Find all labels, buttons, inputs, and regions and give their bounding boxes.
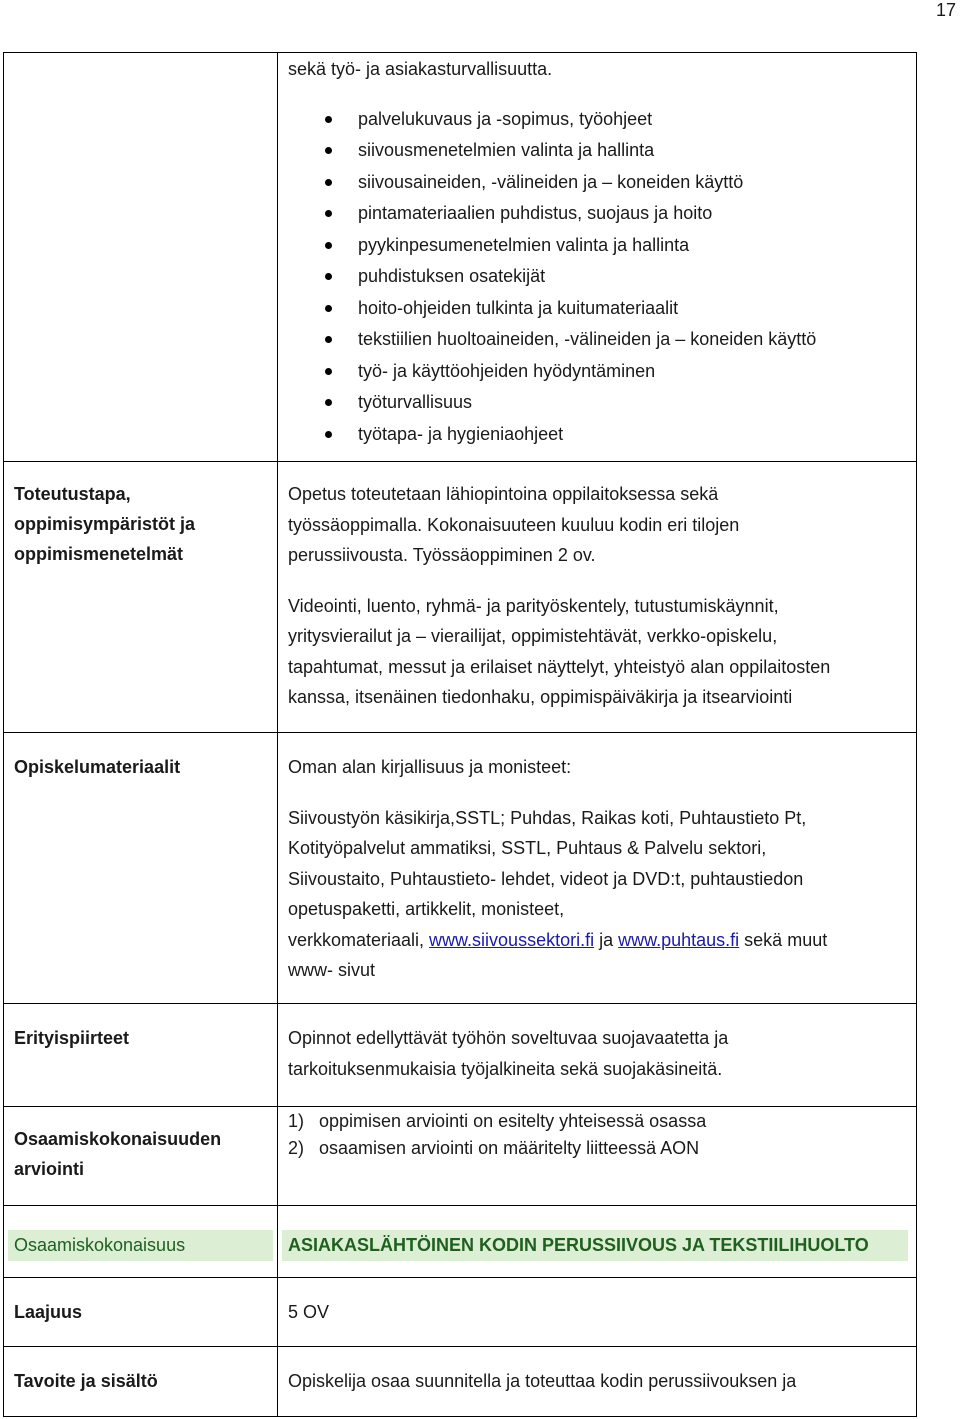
curriculum-table-top <box>3 52 917 1206</box>
siivoussektori-link[interactable]: www.siivoussektori.fi <box>429 929 595 950</box>
label-erityis: Erityispiirteet <box>14 1028 130 1048</box>
label-cell-materiaalit <box>4 733 278 1004</box>
content-cell <box>278 53 917 462</box>
label-toteutus-3: oppimismenetelmät <box>14 544 184 564</box>
value-cell-erityis <box>278 1004 917 1107</box>
table-row-toteutus <box>4 462 917 733</box>
label-kokonaisuus: Osaamiskokonaisuus <box>14 1235 186 1255</box>
materiaalit-line: Kotityöpalvelut ammatiksi, SSTL, Puhtaus & Palvelu sektori, <box>288 838 767 858</box>
label-cell-tavoite <box>4 1347 278 1417</box>
label-cell-laajuus <box>4 1278 278 1347</box>
list-item: 2) osaamisen arviointi on määritelty liitteessä AON <box>288 1138 700 1158</box>
label-cell-erityis <box>4 1004 278 1107</box>
toteutus-line: työssäoppimalla. Kokonaisuuteen kuuluu kodin eri tilojen <box>288 514 740 535</box>
value-cell-laajuus <box>278 1278 917 1347</box>
links-prefix: verkkomateriaali, <box>288 929 430 950</box>
list-item: pyykinpesumenetelmien valinta ja hallinta <box>288 230 906 262</box>
toteutus-line: Opetus toteutetaan lähiopintoina oppilaitoksessa sekä <box>288 484 719 504</box>
kokonaisuus-label-band <box>8 1230 273 1261</box>
links-mid: ja <box>594 929 619 950</box>
label-arviointi-1: Osaamiskokonaisuuden <box>14 1129 222 1149</box>
toteutus-line: tapahtumat, messut ja erilaiset näyttelyt, yhteistyö alan oppilaitosten <box>288 656 831 677</box>
list-item: hoito-ohjeiden tulkinta ja kuitumateriaalit <box>288 293 906 325</box>
erityis-line: Opinnot edellyttävät työhön soveltuvaa suojavaatetta ja <box>288 1028 729 1048</box>
list-item: työ- ja käyttöohjeiden hyödyntäminen <box>288 356 906 388</box>
kokonaisuus-value-band <box>282 1230 908 1261</box>
toteutus-line: perussiivousta. Työssäoppiminen 2 ov. <box>288 545 596 565</box>
tavoite-value: Opiskelija osaa suunnitella ja toteuttaa kodin perussiivouksen ja <box>288 1371 797 1391</box>
page-number: 17 <box>935 0 956 20</box>
table-row-content <box>4 53 917 462</box>
materiaalit-line: opetuspaketti, artikkelit, monisteet, <box>288 899 565 919</box>
materiaalit-heading: Oman alan kirjallisuus ja monisteet: <box>288 757 572 777</box>
list-item: 1) oppimisen arviointi on esitelty yhteisessä osassa <box>288 1111 707 1131</box>
list-item: puhdistuksen osatekijät <box>288 261 906 293</box>
list-item: työturvallisuus <box>288 387 906 419</box>
kokonaisuus-value: ASIAKASLÄHTÖINEN KODIN PERUSSIIVOUS JA TEKSTIILIHUOLTO <box>288 1235 869 1255</box>
table-row-erityis <box>4 1004 917 1107</box>
label-laajuus: Laajuus <box>14 1302 83 1322</box>
table-row-materiaalit <box>4 733 917 1004</box>
list-item: pintamateriaalien puhdistus, suojaus ja hoito <box>288 198 906 230</box>
intro-text: sekä työ- ja asiakasturvallisuutta. <box>288 59 553 79</box>
materiaalit-line: Siivoustaito, Puhtaustieto- lehdet, videot ja DVD:t, puhtaustiedon <box>288 868 804 889</box>
table-row-kokonaisuus <box>4 1206 917 1278</box>
erityis-line: tarkoituksenmukaisia työjalkineita sekä suojakäsineitä. <box>288 1058 723 1079</box>
label-arviointi-2: arviointi <box>14 1159 85 1179</box>
empty-label-cell <box>4 53 278 462</box>
value-cell-toteutus <box>278 462 917 733</box>
label-cell-arviointi <box>4 1107 278 1206</box>
arviointi-list <box>288 1108 906 1162</box>
value-cell-materiaalit <box>278 733 917 1004</box>
table-row-tavoite <box>4 1347 917 1417</box>
label-toteutus-2: oppimisympäristöt ja <box>14 514 196 534</box>
links-suffix: sekä muut <box>739 929 828 950</box>
list-item: työtapa- ja hygieniaohjeet <box>288 419 906 451</box>
table-row-laajuus <box>4 1278 917 1347</box>
list-item: siivousaineiden, -välineiden ja – koneiden käyttö <box>288 167 906 199</box>
label-materiaalit: Opiskelumateriaalit <box>14 757 181 777</box>
puhtaus-link[interactable]: www.puhtaus.fi <box>618 929 740 950</box>
materiaalit-line: Siivoustyön käsikirja,SSTL; Puhdas, Raikas koti, Puhtaustieto Pt, <box>288 807 807 828</box>
value-cell-tavoite <box>278 1347 917 1417</box>
materiaalit-line: www- sivut <box>288 960 376 980</box>
label-cell-toteutus <box>4 462 278 733</box>
list-item: tekstiilien huoltoaineiden, -välineiden ja – koneiden käyttö <box>288 324 906 356</box>
toteutus-line: kanssa, itsenäinen tiedonhaku, oppimispäiväkirja ja itsearviointi <box>288 687 793 707</box>
table-row-arviointi <box>4 1107 917 1206</box>
list-item: palvelukuvaus ja -sopimus, työohjeet <box>288 104 906 136</box>
toteutus-line: Videointi, luento, ryhmä- ja parityöskentely, tutustumiskäynnit, <box>288 595 779 616</box>
list-item: siivousmenetelmien valinta ja hallinta <box>288 135 906 167</box>
value-cell-arviointi <box>278 1107 917 1206</box>
label-toteutus-1: Toteutustapa, <box>14 484 131 504</box>
materiaalit-links-line <box>288 925 906 956</box>
curriculum-table-bottom <box>3 1205 917 1417</box>
label-tavoite: Tavoite ja sisältö <box>14 1371 158 1391</box>
topic-list <box>288 104 906 451</box>
label-cell-kokonaisuus <box>4 1206 278 1278</box>
value-cell-kokonaisuus <box>278 1206 917 1278</box>
laajuus-value: 5 OV <box>288 1302 330 1322</box>
toteutus-line: yritysvierailut ja – vierailijat, oppimistehtävät, verkko-opiskelu, <box>288 626 778 646</box>
